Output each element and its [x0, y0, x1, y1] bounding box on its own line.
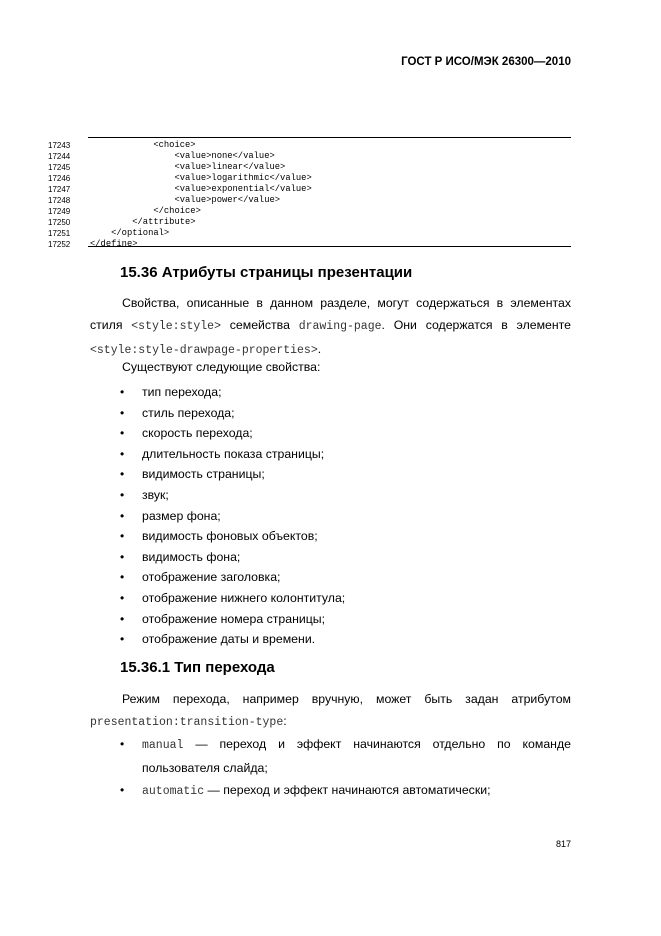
line-number: 17252	[48, 240, 71, 249]
bullet-icon: •	[120, 737, 125, 751]
bullet-icon: •	[120, 467, 125, 482]
line-number: 17250	[48, 218, 71, 227]
list-item-text: отображение номера страницы;	[142, 611, 326, 626]
code-text: <value>power</value>	[90, 195, 281, 205]
bullet-icon: •	[120, 446, 125, 461]
bullet-icon: •	[120, 385, 125, 399]
section-paragraph: Свойства, описанные в данном разделе, могут содержаться в элементах стиля <style:style> семейства drawing-page. Они содержатся в элементе <style:style-drawpage-properties>.	[90, 296, 571, 357]
bullet-icon: •	[120, 570, 125, 585]
list-item	[120, 444, 345, 465]
page-number: 817	[555, 839, 571, 849]
code-text: <value>none</value>	[90, 151, 275, 161]
list-item	[120, 403, 345, 424]
list-item-text: видимость фоновых объектов;	[142, 529, 318, 544]
code-text: </choice>	[90, 206, 201, 216]
code-text: </attribute>	[90, 217, 196, 227]
subsection-heading: 15.36.1 Тип перехода	[120, 659, 275, 676]
code-text: <value>linear</value>	[90, 162, 286, 172]
inline-code: <style:style>	[131, 320, 221, 333]
list-item	[120, 464, 345, 485]
list-item-text: тип перехода;	[142, 385, 222, 399]
list-item-text: отображение нижнего колонтитула;	[142, 590, 346, 605]
subsection-paragraph: Режим перехода, например вручную, может быть задан атрибутом presentation:transition-type:	[90, 692, 571, 729]
list-item-text: отображение даты и времени.	[142, 632, 316, 647]
code-text: </optional>	[90, 228, 170, 238]
list-item-text: размер фона;	[142, 508, 221, 523]
list-item	[120, 609, 345, 630]
bullet-icon: •	[120, 487, 125, 502]
list-item: • automatic — переход и эффект начинаются автоматически;	[120, 779, 571, 803]
bullet-icon: •	[120, 426, 125, 441]
bullet-icon: •	[120, 783, 125, 797]
code-text: <value>exponential</value>	[90, 184, 312, 194]
inline-code: presentation:transition-type	[90, 716, 284, 729]
code-text: <choice>	[90, 140, 196, 150]
list-item	[120, 567, 345, 588]
list-item	[120, 382, 345, 403]
transition-type-list	[120, 733, 571, 803]
line-number: 17245	[48, 163, 71, 172]
properties-intro: Существуют следующие свойства:	[122, 360, 321, 374]
top-rule	[88, 137, 571, 138]
list-item-text: скорость перехода;	[142, 426, 253, 441]
bullet-icon: •	[120, 590, 125, 605]
bullet-icon: •	[120, 405, 125, 420]
list-item	[120, 423, 345, 444]
inline-code: automatic	[142, 785, 205, 798]
bullet-icon: •	[120, 632, 125, 647]
list-item	[120, 485, 345, 506]
line-number: 17244	[48, 152, 71, 161]
list-item-text: стиль перехода;	[142, 405, 235, 420]
code-text: <value>logarithmic</value>	[90, 173, 312, 183]
section-heading: 15.36 Атрибуты страницы презентации	[120, 264, 413, 281]
list-item	[120, 629, 345, 650]
line-number: 17251	[48, 229, 71, 238]
bullet-icon: •	[120, 549, 125, 564]
list-item	[120, 526, 345, 547]
list-item-text: видимость фона;	[142, 549, 241, 564]
line-number: 17247	[48, 185, 71, 194]
code-text: </define>	[90, 239, 138, 249]
list-item-text: длительность показа страницы;	[142, 446, 325, 461]
inline-code: drawing-page	[298, 320, 382, 333]
properties-list	[120, 382, 345, 650]
line-number: 17243	[48, 141, 71, 150]
list-item	[120, 588, 345, 609]
list-item	[120, 547, 345, 568]
line-number: 17249	[48, 207, 71, 216]
bullet-icon: •	[120, 611, 125, 626]
list-item: • manual — переход и эффект начинаются отдельно по команде пользователя слайда;	[120, 733, 571, 779]
inline-code: <style:style-drawpage-properties>	[90, 344, 318, 357]
list-item-text: звук;	[142, 487, 169, 502]
bottom-rule	[88, 246, 571, 247]
line-number: 17246	[48, 174, 71, 183]
line-number: 17248	[48, 196, 71, 205]
list-item-text: отображение заголовка;	[142, 570, 281, 585]
bullet-icon: •	[120, 529, 125, 544]
list-item	[120, 506, 345, 527]
bullet-icon: •	[120, 508, 125, 523]
inline-code: manual	[142, 739, 184, 752]
list-item-text: видимость страницы;	[142, 467, 265, 482]
document-header: ГОСТ Р ИСО/МЭК 26300—2010	[401, 56, 571, 68]
